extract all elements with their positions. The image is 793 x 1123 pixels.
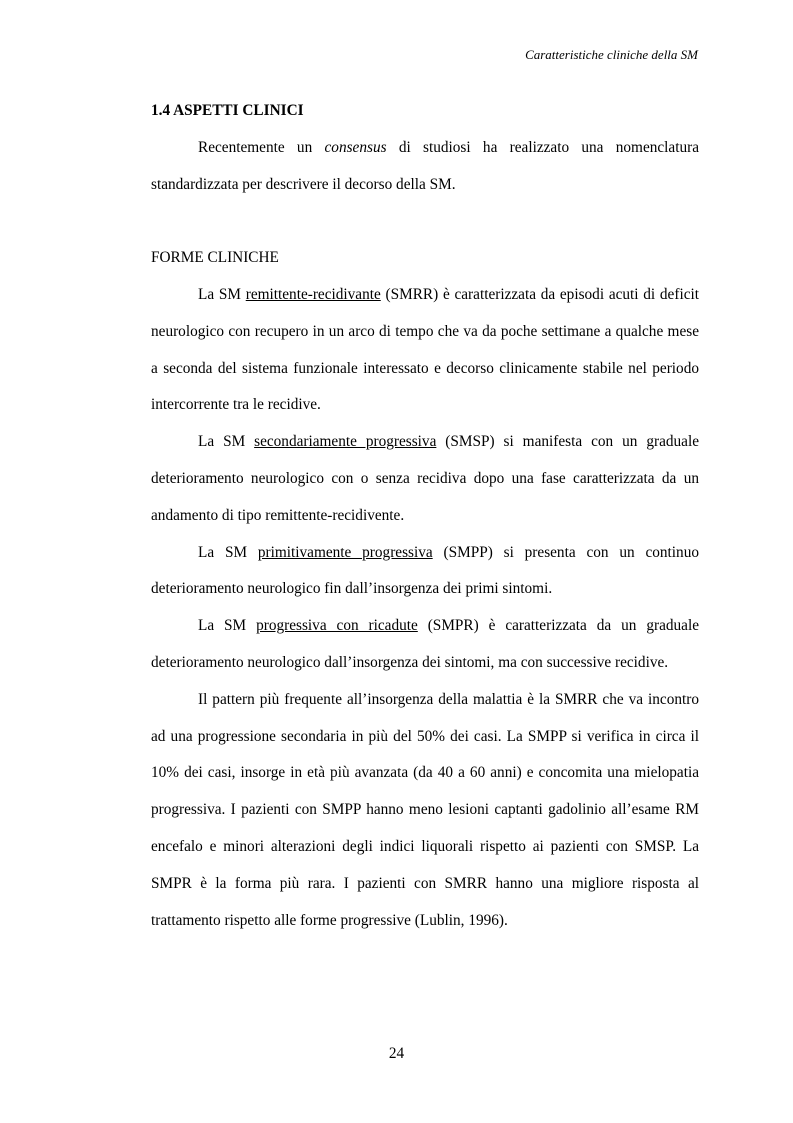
smsp-lead: La SM <box>198 433 255 451</box>
page-number: 24 <box>388 1045 405 1062</box>
smpp-lead: La SM <box>198 543 258 561</box>
intro-text-start: Recentemente un <box>198 138 325 156</box>
paragraph-smrr <box>151 277 699 424</box>
running-header: Caratteristiche cliniche della SM <box>525 47 698 62</box>
smpp-text: (SMPP) si presenta con un continuo deterioramento neurologico fin dall’insorgenza dei primi sintomi. <box>151 543 699 598</box>
page-body <box>151 93 699 939</box>
smrr-text: (SMRR) è caratterizzata da episodi acuti di deficit neurologico con recupero in un arco di tempo che va da poche settimane a qualche mese a seconda del sistema funzionale interessato e decorso clinicamente stabile nel periodo intercorrente tra le recidive. <box>151 285 699 414</box>
intro-text-end: di studiosi ha realizzato una nomenclatura standardizzata per descrivere il decorso della SM. <box>151 138 699 193</box>
paragraph-smpr <box>151 608 699 682</box>
smpp-term: primitivamente progressiva <box>257 543 433 561</box>
subsection-heading: FORME CLINICHE <box>151 249 279 267</box>
section-heading: 1.4 ASPETTI CLINICI <box>151 102 304 119</box>
intro-emphasis: consensus <box>324 138 387 156</box>
smpr-lead: La SM <box>198 617 257 635</box>
smpr-term: progressiva con ricadute <box>256 617 418 635</box>
paragraph-smsp <box>151 424 699 534</box>
smrr-term: remittente-recidivante <box>245 285 381 303</box>
smrr-lead: La SM <box>198 285 246 303</box>
smpr-text: (SMPR) è caratterizzata da un graduale deterioramento neurologico dall’insorgenza dei sintomi, ma con successive recidive. <box>151 617 699 671</box>
smsp-term: secondariamente progressiva <box>254 433 437 451</box>
intro-paragraph <box>151 130 699 204</box>
paragraph-smpp <box>151 535 699 609</box>
paragraph-pattern: Il pattern più frequente all’insorgenza della malattia è la SMRR che va incontro ad una progressione secondaria in più del 50% dei casi. La SMPP si verifica in circa il 10% dei casi, insorge in età più avanzata (da 40 a 60 anni) e concomita una mielopatia progressiva. I pazienti con SMPP hanno meno lesioni captanti gadolinio all’esame RM encefalo e minori alterazioni degli indici liquorali rispetto ai pazienti con SMSP. La SMPR è la forma più rara. I pazienti con SMRR hanno una migliore risposta al trattamento rispetto alle forme progressive (Lublin, 1996). <box>151 690 699 929</box>
smsp-text: (SMSP) si manifesta con un graduale deterioramento neurologico con o senza recidiva dopo una fase caratterizzata da un andamento di tipo remittente-recidivente. <box>151 433 699 524</box>
